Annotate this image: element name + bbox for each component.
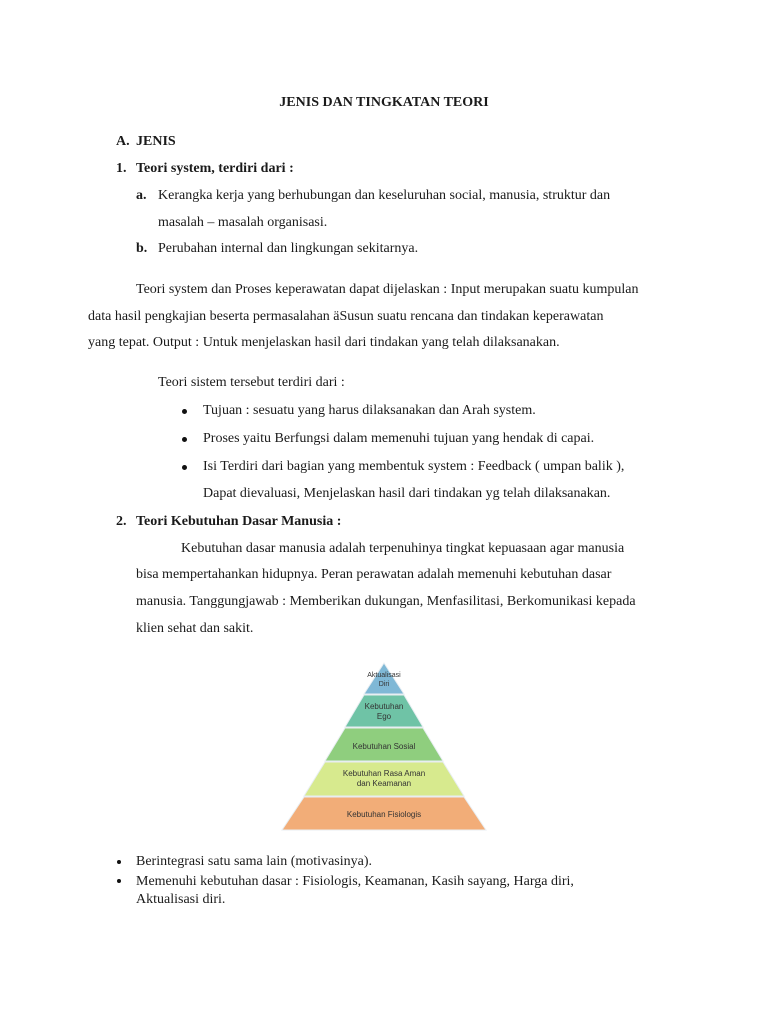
section-a-marker: A. — [116, 134, 130, 149]
list-item: Isi Terdiri dari bagian yang membentuk system : Feedback ( umpan balik ), — [203, 459, 625, 474]
pyramid-level-label: Kebutuhan — [364, 702, 404, 711]
document-title: JENIS DAN TINGKATAN TEORI — [279, 95, 489, 110]
item-2-marker: 2. — [116, 514, 127, 529]
item-1-marker: 1. — [116, 161, 127, 176]
pyramid-level — [282, 797, 486, 830]
bullet-icon — [117, 860, 121, 864]
paragraph-line: yang tepat. Output : Untuk menjelaskan hasil dari tindakan yang telah dilaksanakan. — [88, 335, 560, 350]
paragraph-line: Teori system dan Proses keperawatan dapat dijelaskan : Input merupakan suatu kumpulan — [136, 282, 639, 297]
bullet-icon — [182, 409, 187, 414]
bullet-icon — [182, 437, 187, 442]
pyramid-level — [304, 762, 464, 796]
list-intro: Teori sistem tersebut terdiri dari : — [158, 375, 345, 390]
bullet-icon — [117, 879, 121, 883]
paragraph-line: data hasil pengkajian beserta permasalahan äSusun suatu rencana dan tindakan keperawatan — [88, 309, 604, 324]
pyramid-level-label: Ego — [376, 712, 392, 721]
list-item: Memenuhi kebutuhan dasar : Fisiologis, Keamanan, Kasih sayang, Harga diri, — [136, 874, 574, 889]
sub-item-a-line: masalah – masalah organisasi. — [158, 215, 328, 230]
sub-item-b-line: Perubahan internal dan lingkungan sekitarnya. — [158, 241, 419, 256]
list-item: Tujuan : sesuatu yang harus dilaksanakan dan Arah system. — [203, 403, 536, 418]
section-a-label: JENIS — [136, 134, 176, 149]
pyramid-level — [345, 695, 423, 727]
paragraph-line: klien sehat dan sakit. — [136, 621, 254, 636]
item-1-heading: Teori system, terdiri dari : — [136, 161, 294, 176]
bullet-icon — [182, 465, 187, 470]
pyramid-level — [325, 728, 443, 761]
pyramid-level-label: Diri — [378, 681, 390, 688]
pyramid-level-label: dan Keamanan — [356, 779, 412, 788]
pyramid-level-label: Aktualisasi — [367, 672, 401, 679]
list-item: Berintegrasi satu sama lain (motivasinya). — [136, 854, 372, 869]
paragraph-line: manusia. Tanggungjawab : Memberikan dukungan, Menfasilitasi, Berkomunikasi kepada — [136, 594, 636, 609]
list-item: Proses yaitu Berfungsi dalam memenuhi tujuan yang hendak di capai. — [203, 431, 595, 446]
pyramid-level-label: Kebutuhan Sosial — [352, 742, 416, 751]
paragraph-line: Kebutuhan dasar manusia adalah terpenuhinya tingkat kepuasaan agar manusia — [181, 541, 625, 556]
list-item-continuation: Dapat dievaluasi, Menjelaskan hasil dari tindakan yg telah dilaksanakan. — [203, 486, 611, 501]
pyramid-level-label: Kebutuhan Fisiologis — [346, 810, 422, 819]
sub-item-marker: a. — [136, 188, 147, 203]
sub-item-a-line: Kerangka kerja yang berhubungan dan keseluruhan social, manusia, struktur dan — [158, 188, 611, 203]
pyramid-level-label: Kebutuhan Rasa Aman — [342, 769, 426, 778]
pyramid-level — [364, 663, 404, 694]
item-2-heading: Teori Kebutuhan Dasar Manusia : — [136, 514, 342, 529]
sub-item-marker: b. — [136, 241, 148, 256]
list-item-continuation: Aktualisasi diri. — [136, 892, 226, 907]
paragraph-line: bisa mempertahankan hidupnya. Peran perawatan adalah memenuhi kebutuhan dasar — [136, 567, 612, 582]
maslow-pyramid — [280, 660, 492, 832]
